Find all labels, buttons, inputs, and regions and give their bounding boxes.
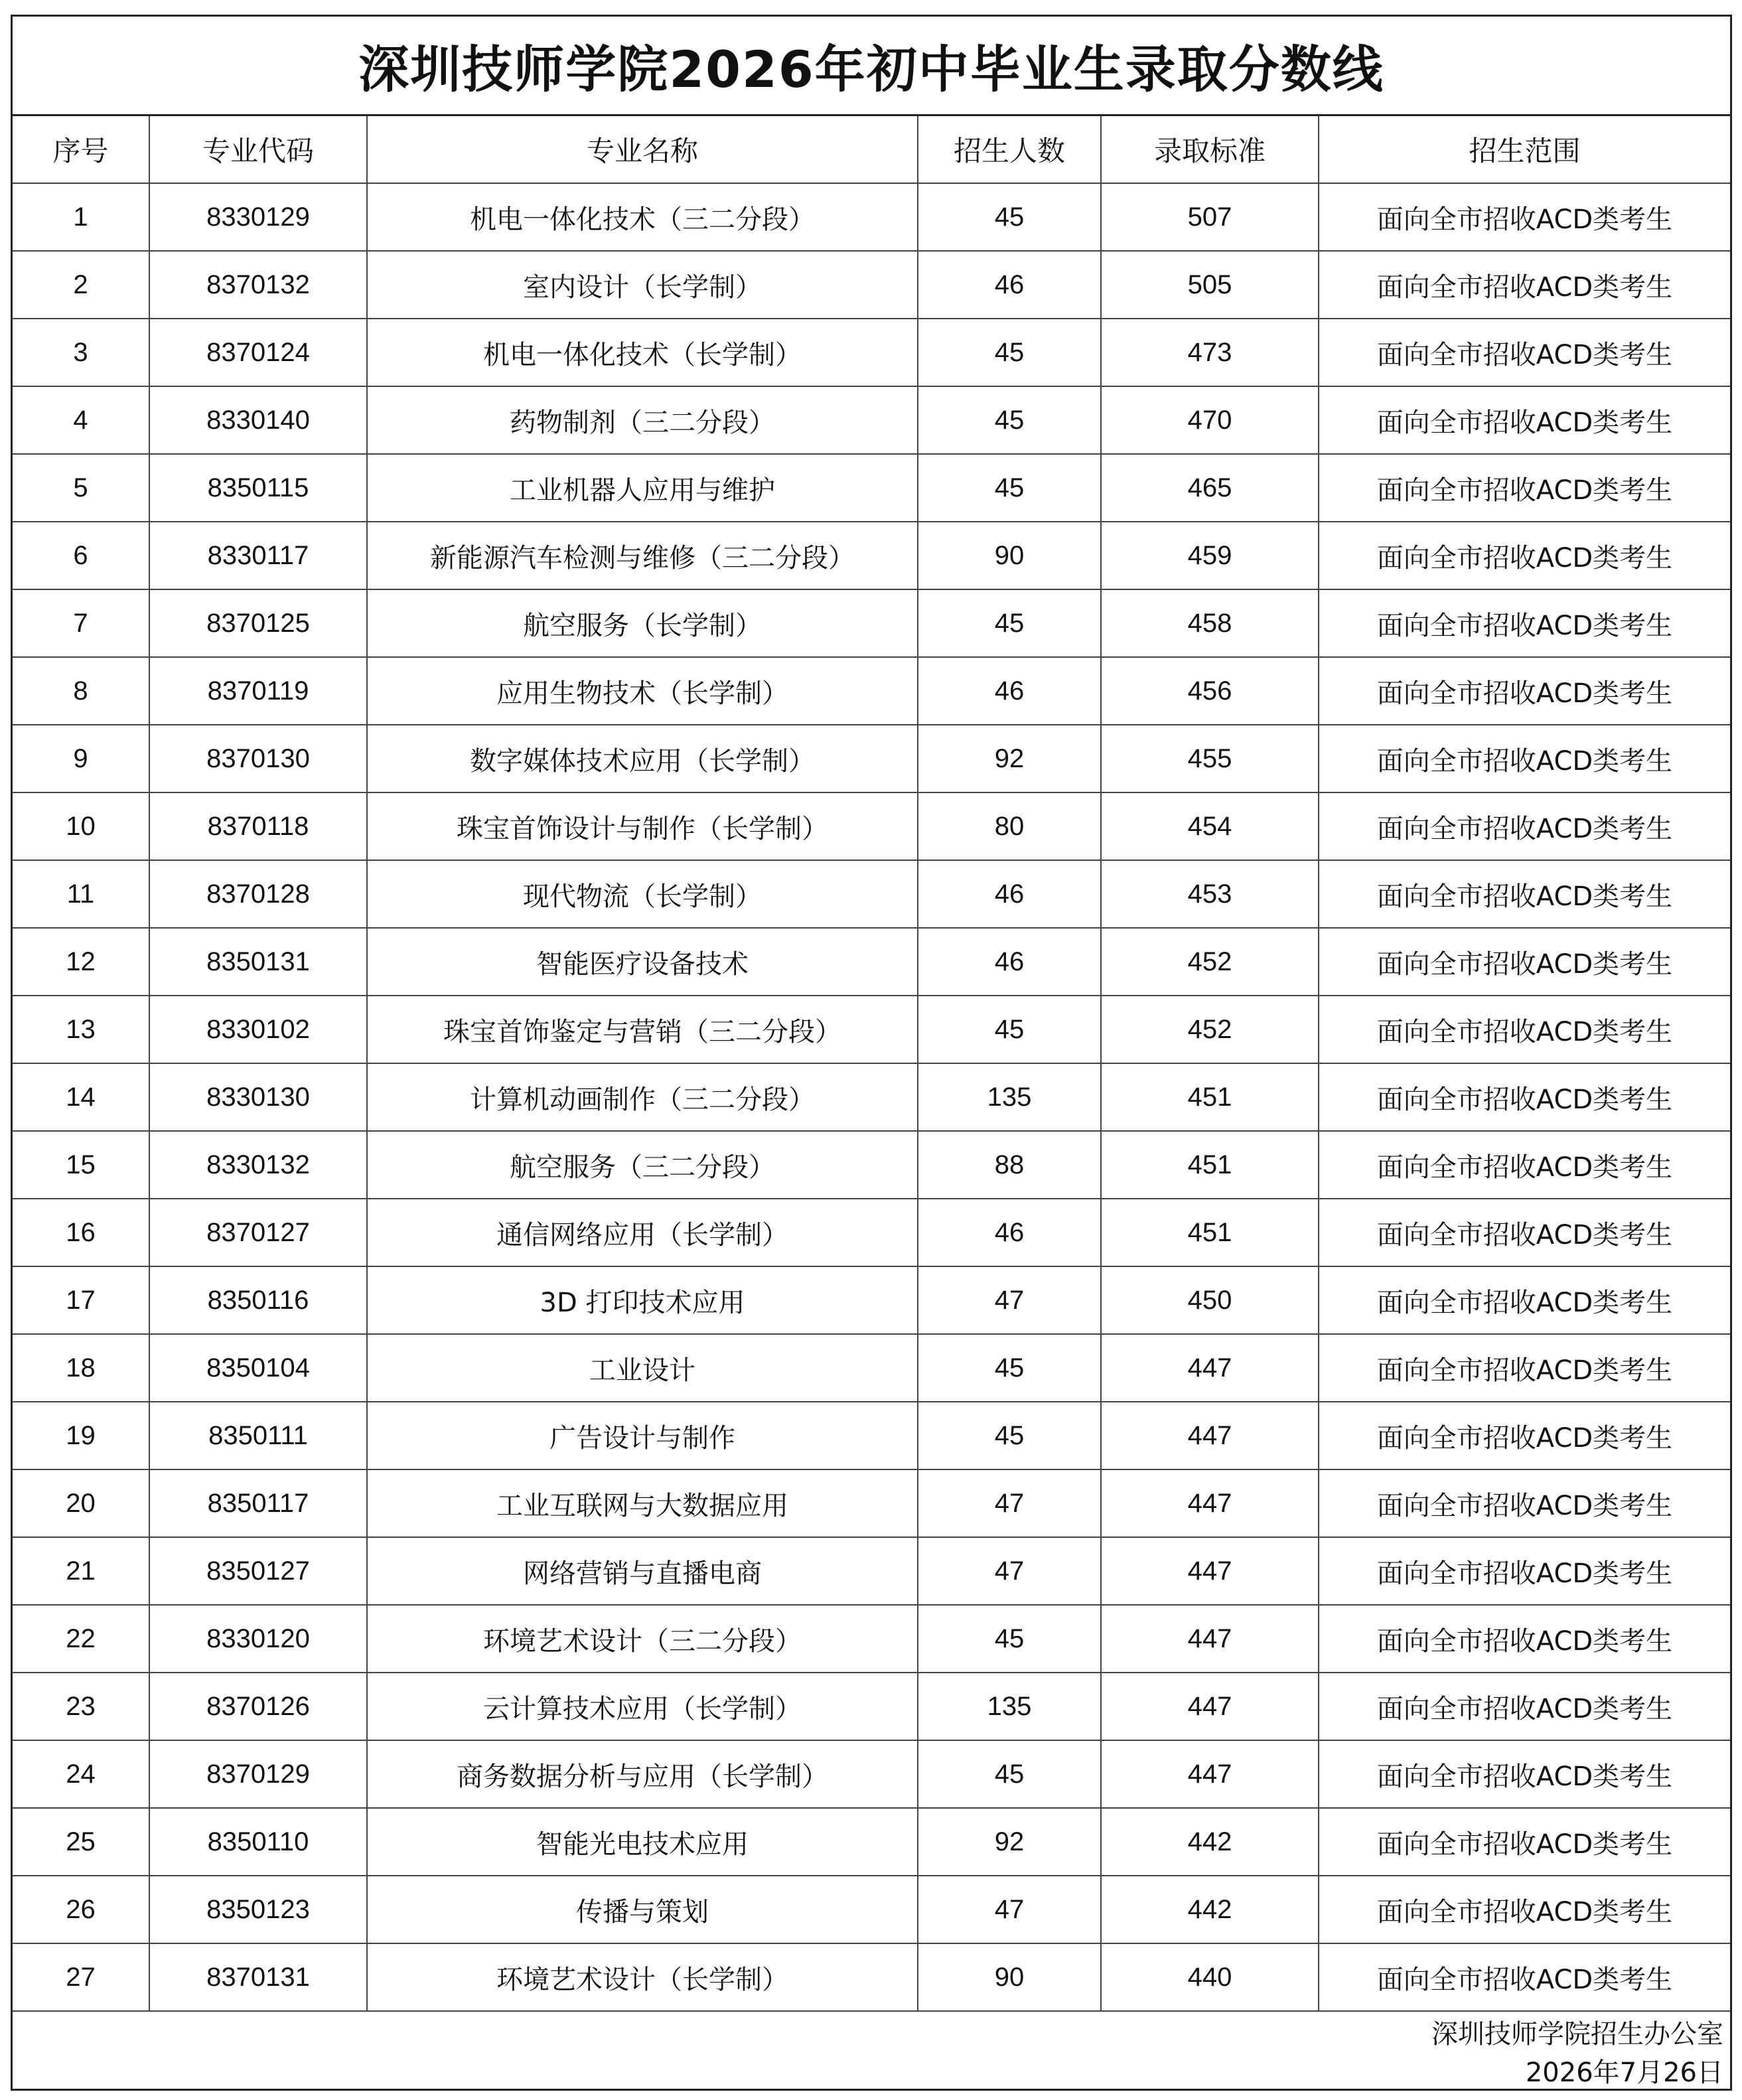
admission-score: 447: [1101, 1740, 1319, 1808]
admission-score: 459: [1101, 522, 1319, 589]
admission-score: 442: [1101, 1808, 1319, 1876]
major-name: 云计算技术应用（长学制）: [367, 1673, 918, 1740]
enrollment-quota: 92: [918, 725, 1101, 792]
major-code: 8350127: [149, 1537, 367, 1605]
admission-score: 450: [1101, 1266, 1319, 1334]
enrollment-quota: 46: [918, 657, 1101, 725]
row-index: 19: [13, 1402, 149, 1469]
table-row: [13, 1266, 1730, 1334]
major-code: 8350117: [149, 1469, 367, 1537]
row-index: 13: [13, 996, 149, 1063]
page-title: 深圳技师学院2026年初中毕业生录取分数线: [13, 17, 1730, 116]
admission-score: 452: [1101, 928, 1319, 996]
enrollment-quota: 45: [918, 1402, 1101, 1469]
major-code: 8370119: [149, 657, 367, 725]
admission-score: 456: [1101, 657, 1319, 725]
row-index: 21: [13, 1537, 149, 1605]
admission-score: 454: [1101, 792, 1319, 860]
enrollment-quota: 47: [918, 1266, 1101, 1334]
enrollment-quota: 45: [918, 1334, 1101, 1402]
major-code: 8350104: [149, 1334, 367, 1402]
enrollment-quota: 45: [918, 386, 1101, 454]
enrollment-scope: 面向全市招收ACD类考生: [1319, 1266, 1730, 1334]
table-row: [13, 1673, 1730, 1740]
enrollment-scope: 面向全市招收ACD类考生: [1319, 1605, 1730, 1673]
admission-score: 451: [1101, 1063, 1319, 1131]
row-index: 1: [13, 183, 149, 251]
admission-score: 453: [1101, 860, 1319, 928]
admission-score: 451: [1101, 1131, 1319, 1199]
enrollment-scope: 面向全市招收ACD类考生: [1319, 183, 1730, 251]
enrollment-quota: 45: [918, 454, 1101, 522]
header-score: 录取标准: [1101, 116, 1319, 183]
enrollment-scope: 面向全市招收ACD类考生: [1319, 1469, 1730, 1537]
row-index: 16: [13, 1199, 149, 1266]
row-index: 14: [13, 1063, 149, 1131]
major-code: 8330120: [149, 1605, 367, 1673]
row-index: 20: [13, 1469, 149, 1537]
enrollment-quota: 47: [918, 1537, 1101, 1605]
header-scope: 招生范围: [1319, 116, 1730, 183]
major-code: 8330102: [149, 996, 367, 1063]
enrollment-quota: 46: [918, 928, 1101, 996]
admission-score: 447: [1101, 1537, 1319, 1605]
issuer-office: 深圳技师学院招生办公室: [1431, 2019, 1723, 2050]
table-row: [13, 1131, 1730, 1199]
enrollment-scope: 面向全市招收ACD类考生: [1319, 319, 1730, 386]
table-body: [13, 183, 1730, 2011]
enrollment-scope: 面向全市招收ACD类考生: [1319, 589, 1730, 657]
major-name: 商务数据分析与应用（长学制）: [367, 1740, 918, 1808]
score-table: [13, 116, 1730, 2012]
major-name: 工业互联网与大数据应用: [367, 1469, 918, 1537]
admission-score: 447: [1101, 1334, 1319, 1402]
enrollment-quota: 90: [918, 522, 1101, 589]
enrollment-scope: 面向全市招收ACD类考生: [1319, 1808, 1730, 1876]
admission-sheet: [11, 15, 1732, 2091]
row-index: 15: [13, 1131, 149, 1199]
major-code: 8350131: [149, 928, 367, 996]
header-code: 专业代码: [149, 116, 367, 183]
table-row: [13, 1199, 1730, 1266]
major-code: 8370125: [149, 589, 367, 657]
major-code: 8330132: [149, 1131, 367, 1199]
major-name: 工业机器人应用与维护: [367, 454, 918, 522]
row-index: 23: [13, 1673, 149, 1740]
major-name: 工业设计: [367, 1334, 918, 1402]
enrollment-scope: 面向全市招收ACD类考生: [1319, 657, 1730, 725]
row-index: 12: [13, 928, 149, 996]
table-row: [13, 454, 1730, 522]
enrollment-quota: 45: [918, 183, 1101, 251]
major-name: 环境艺术设计（长学制）: [367, 1943, 918, 2011]
table-row: [13, 1334, 1730, 1402]
row-index: 25: [13, 1808, 149, 1876]
enrollment-quota: 135: [918, 1673, 1101, 1740]
major-code: 8370127: [149, 1199, 367, 1266]
major-code: 8370132: [149, 251, 367, 319]
enrollment-scope: 面向全市招收ACD类考生: [1319, 1199, 1730, 1266]
admission-score: 447: [1101, 1673, 1319, 1740]
row-index: 9: [13, 725, 149, 792]
row-index: 27: [13, 1943, 149, 2011]
admission-score: 473: [1101, 319, 1319, 386]
major-code: 8350115: [149, 454, 367, 522]
table-row: [13, 1740, 1730, 1808]
enrollment-scope: 面向全市招收ACD类考生: [1319, 251, 1730, 319]
major-name: 航空服务（长学制）: [367, 589, 918, 657]
table-row: [13, 1537, 1730, 1605]
table-row: [13, 522, 1730, 589]
enrollment-scope: 面向全市招收ACD类考生: [1319, 1876, 1730, 1943]
major-name: 网络营销与直播电商: [367, 1537, 918, 1605]
enrollment-scope: 面向全市招收ACD类考生: [1319, 792, 1730, 860]
footer: [13, 1993, 1730, 2089]
major-name: 室内设计（长学制）: [367, 251, 918, 319]
enrollment-quota: 80: [918, 792, 1101, 860]
major-name: 应用生物技术（长学制）: [367, 657, 918, 725]
enrollment-scope: 面向全市招收ACD类考生: [1319, 1673, 1730, 1740]
major-code: 8350116: [149, 1266, 367, 1334]
major-name: 机电一体化技术（三二分段）: [367, 183, 918, 251]
enrollment-quota: 45: [918, 996, 1101, 1063]
admission-score: 470: [1101, 386, 1319, 454]
table-row: [13, 928, 1730, 996]
major-name: 新能源汽车检测与维修（三二分段）: [367, 522, 918, 589]
admission-score: 440: [1101, 1943, 1319, 2011]
table-row: [13, 589, 1730, 657]
enrollment-quota: 45: [918, 319, 1101, 386]
enrollment-quota: 46: [918, 1199, 1101, 1266]
table-row: [13, 725, 1730, 792]
major-name: 现代物流（长学制）: [367, 860, 918, 928]
major-name: 通信网络应用（长学制）: [367, 1199, 918, 1266]
enrollment-scope: 面向全市招收ACD类考生: [1319, 928, 1730, 996]
major-name: 广告设计与制作: [367, 1402, 918, 1469]
enrollment-scope: 面向全市招收ACD类考生: [1319, 1334, 1730, 1402]
major-name: 智能光电技术应用: [367, 1808, 918, 1876]
enrollment-quota: 135: [918, 1063, 1101, 1131]
enrollment-scope: 面向全市招收ACD类考生: [1319, 522, 1730, 589]
enrollment-quota: 47: [918, 1469, 1101, 1537]
admission-score: 465: [1101, 454, 1319, 522]
major-code: 8350111: [149, 1402, 367, 1469]
admission-score: 452: [1101, 996, 1319, 1063]
table-header-row: [13, 116, 1730, 183]
enrollment-quota: 46: [918, 860, 1101, 928]
table-row: [13, 996, 1730, 1063]
major-code: 8370129: [149, 1740, 367, 1808]
admission-score: 442: [1101, 1876, 1319, 1943]
major-code: 8370126: [149, 1673, 367, 1740]
row-index: 7: [13, 589, 149, 657]
admission-score: 505: [1101, 251, 1319, 319]
major-code: 8370124: [149, 319, 367, 386]
enrollment-quota: 90: [918, 1943, 1101, 2011]
major-name: 珠宝首饰设计与制作（长学制）: [367, 792, 918, 860]
enrollment-scope: 面向全市招收ACD类考生: [1319, 1402, 1730, 1469]
enrollment-scope: 面向全市招收ACD类考生: [1319, 860, 1730, 928]
major-code: 8370118: [149, 792, 367, 860]
enrollment-quota: 88: [918, 1131, 1101, 1199]
row-index: 22: [13, 1605, 149, 1673]
table-row: [13, 319, 1730, 386]
admission-score: 451: [1101, 1199, 1319, 1266]
row-index: 5: [13, 454, 149, 522]
row-index: 6: [13, 522, 149, 589]
major-name: 药物制剂（三二分段）: [367, 386, 918, 454]
major-name: 数字媒体技术应用（长学制）: [367, 725, 918, 792]
major-name: 计算机动画制作（三二分段）: [367, 1063, 918, 1131]
major-code: 8330130: [149, 1063, 367, 1131]
enrollment-scope: 面向全市招收ACD类考生: [1319, 454, 1730, 522]
admission-score: 447: [1101, 1605, 1319, 1673]
table-row: [13, 657, 1730, 725]
admission-score: 458: [1101, 589, 1319, 657]
admission-score: 455: [1101, 725, 1319, 792]
admission-score: 447: [1101, 1402, 1319, 1469]
major-name: 智能医疗设备技术: [367, 928, 918, 996]
enrollment-scope: 面向全市招收ACD类考生: [1319, 1740, 1730, 1808]
enrollment-scope: 面向全市招收ACD类考生: [1319, 725, 1730, 792]
admission-score: 447: [1101, 1469, 1319, 1537]
row-index: 8: [13, 657, 149, 725]
major-code: 8350123: [149, 1876, 367, 1943]
row-index: 4: [13, 386, 149, 454]
table-row: [13, 860, 1730, 928]
major-name: 3D 打印技术应用: [367, 1266, 918, 1334]
header-major: 专业名称: [367, 116, 918, 183]
major-code: 8330129: [149, 183, 367, 251]
enrollment-quota: 92: [918, 1808, 1101, 1876]
table-row: [13, 251, 1730, 319]
row-index: 3: [13, 319, 149, 386]
enrollment-quota: 45: [918, 1605, 1101, 1673]
major-name: 环境艺术设计（三二分段）: [367, 1605, 918, 1673]
table-row: [13, 1063, 1730, 1131]
table-row: [13, 792, 1730, 860]
table-row: [13, 1402, 1730, 1469]
major-code: 8370130: [149, 725, 367, 792]
major-name: 传播与策划: [367, 1876, 918, 1943]
enrollment-scope: 面向全市招收ACD类考生: [1319, 1131, 1730, 1199]
enrollment-scope: 面向全市招收ACD类考生: [1319, 1063, 1730, 1131]
row-index: 17: [13, 1266, 149, 1334]
header-quota: 招生人数: [918, 116, 1101, 183]
row-index: 11: [13, 860, 149, 928]
header-index: 序号: [13, 116, 149, 183]
enrollment-quota: 45: [918, 1740, 1101, 1808]
admission-score: 507: [1101, 183, 1319, 251]
major-name: 航空服务（三二分段）: [367, 1131, 918, 1199]
row-index: 26: [13, 1876, 149, 1943]
enrollment-scope: 面向全市招收ACD类考生: [1319, 1943, 1730, 2011]
major-code: 8330117: [149, 522, 367, 589]
table-row: [13, 1876, 1730, 1943]
enrollment-scope: 面向全市招收ACD类考生: [1319, 996, 1730, 1063]
row-index: 24: [13, 1740, 149, 1808]
table-row: [13, 386, 1730, 454]
table-row: [13, 183, 1730, 251]
enrollment-quota: 45: [918, 589, 1101, 657]
major-name: 珠宝首饰鉴定与营销（三二分段）: [367, 996, 918, 1063]
enrollment-quota: 46: [918, 251, 1101, 319]
table-row: [13, 1605, 1730, 1673]
major-code: 8350110: [149, 1808, 367, 1876]
major-code: 8330140: [149, 386, 367, 454]
enrollment-quota: 47: [918, 1876, 1101, 1943]
major-name: 机电一体化技术（长学制）: [367, 319, 918, 386]
row-index: 18: [13, 1334, 149, 1402]
row-index: 2: [13, 251, 149, 319]
enrollment-scope: 面向全市招收ACD类考生: [1319, 386, 1730, 454]
issue-date: 2026年7月26日: [1525, 2058, 1723, 2088]
major-code: 8370131: [149, 1943, 367, 2011]
table-row: [13, 1469, 1730, 1537]
enrollment-scope: 面向全市招收ACD类考生: [1319, 1537, 1730, 1605]
row-index: 10: [13, 792, 149, 860]
major-code: 8370128: [149, 860, 367, 928]
table-row: [13, 1808, 1730, 1876]
